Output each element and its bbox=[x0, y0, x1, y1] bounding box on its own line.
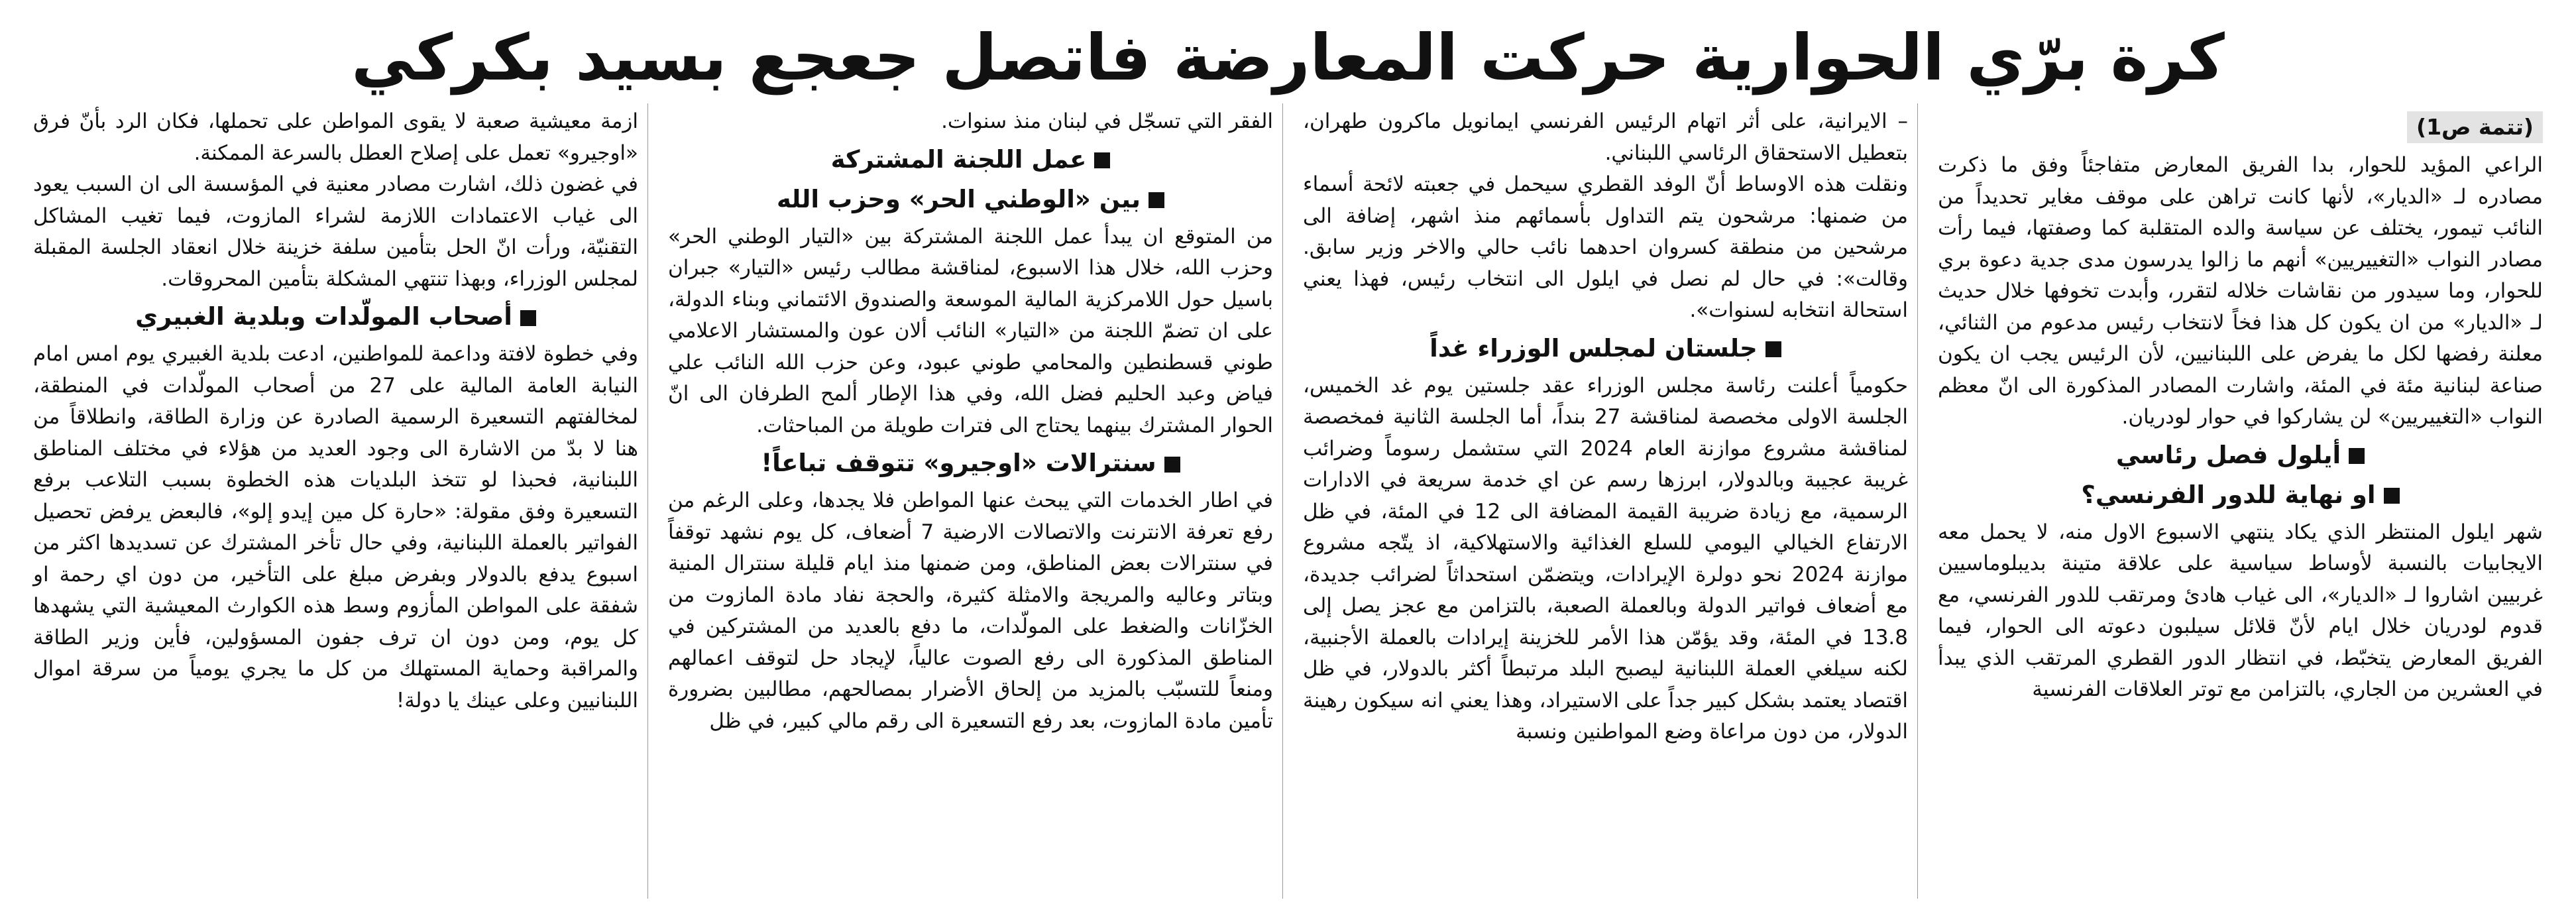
article-paragraph: ازمة معيشية صعبة لا يقوى المواطن على تحملها، فكان الرد بأنّ فرق «اوجيرو» تعمل على إصلاح العطل بالسرعة الممكنة. bbox=[33, 109, 638, 165]
square-bullet-icon bbox=[1164, 457, 1180, 473]
section-subheading bbox=[33, 299, 638, 335]
section-subheading bbox=[1938, 477, 2543, 513]
article-paragraph: شهر ايلول المنتظر الذي يكاد ينتهي الاسبوع الاول منه، لا يحمل معه الايجابيات بالنسبة لأوساط سياسية على علاقة متينة بديبلوماسيين غربيين اشاروا لـ «الديار»، الى غياب هادئ ومرتقب للدور الفرنسي، مع قدوم لودريان خلال ايام لأنّ قلائل سيلبون دعوته الى الحوار، فيما الفريق المعارض يتخبّط، في انتظار الدور القطري المرتقب الذي يبدأ في العشرين من الجاري، بالتزامن مع توتر العلاقات الفرنسية bbox=[1938, 520, 2543, 701]
article-paragraph: الراعي المؤيد للحوار، بدا الفريق المعارض متفاجئاً وفق ما ذكرت مصادره لـ «الديار»، لأنها كانت تراهن على موقف مغاير تحديداً من النائب تيمور، يختلف عن سياسة والده المتقلبة كما وصفتها، فيما رأت مصادر النواب «التغييريين» أنهم ما زالوا يدرسون مدى جدية دعوة بري للحوار، وما سيدور من نقاشات خلاله لتقرر، وأبدت تخوفها خلال حديث لـ «الديار» من ان يكون كل هذا فخاً لانتخاب رئيس مدعوم من الثنائي، معلنة رفضها لكل ما يفرض على اللبنانيين، لأن الرئيس يجب ان يكون صناعة لبنانية مئة في المئة، واشارت المصادر المذكورة الى انّ معظم النواب «التغييريين» لن يشاركوا في حوار لودريان. bbox=[1938, 153, 2543, 429]
subheading-text: او نهاية للدور الفرنسي؟ bbox=[2081, 480, 2376, 509]
subheading-text: أصحاب المولّدات وبلدية الغبيري bbox=[135, 302, 512, 331]
subheading-text: أيلول فصل رئاسي bbox=[2115, 440, 2341, 469]
section-subheading bbox=[668, 445, 1273, 481]
article-paragraph: – الايرانية، على أثر اتهام الرئيس الفرنسي ايمانويل ماكرون طهران، بتعطيل الاستحقاق الرئاسي اللبناني. bbox=[1303, 109, 1908, 165]
article-paragraph: وفي خطوة لافتة وداعمة للمواطنين، ادعت بلدية الغبيري يوم امس امام النيابة العامة المالية على 27 من أصحاب المولّدات في المنطقة، لمخالفتهم التسعيرة الرسمية الصادرة عن وزارة الطاقة، وانطلاقاً من هنا لا بدّ من الاشارة الى وجود العديد من هؤلاء في مختلف المناطق اللبنانية، فحبذا لو تتخذ البلديات هذه الخطوة بسبب التلاعب برفع التسعيرة وفق مقولة: «حارة كل مين إيدو إلو»، فالبعض يرفض تحصيل الفواتير بالعملة اللبنانية، وفي حال تأخر المشترك عن تسديدها اكثر من اسبوع يدفع بالدولار وبفرض مبلغ على التأخير، من دون اي رحمة او شفقة على المواطن المأزوم وسط هذه الكوارث المعيشية التي يشهدها كل يوم، ومن دون ان ترف جفون المسؤولين، فأين وزير الطاقة والمراقبة وحماية المستهلك من كل ما يجري يومياً من سرقة اموال اللبنانيين وعلى عينك يا دولة! bbox=[33, 342, 638, 712]
subheading-text: عمل اللجنة المشتركة bbox=[830, 144, 1087, 174]
article-paragraph: ونقلت هذه الاوساط أنّ الوفد القطري سيحمل في جعبته لائحة أسماء من ضمنها: مرشحون يتم التداول بأسمائهم منذ اشهر، إضافة الى مرشحين من منطقة كسروان احدهما نائب حالي والاخر وزير سابق. وقالت»: في حال لم نصل في ايلول الى انتخاب رئيس، فهذا يعني استحالة انتخابه لسنوات». bbox=[1303, 172, 1908, 322]
subheading-text: بين «الوطني الحر» وحزب الله bbox=[776, 184, 1141, 213]
section-subheading bbox=[1938, 437, 2543, 473]
article-column bbox=[659, 103, 1283, 899]
section-subheading bbox=[668, 182, 1273, 217]
article-paragraph: في اطار الخدمات التي يبحث عنها المواطن فلا يجدها، وعلى الرغم من رفع تعرفة الانترنت والاتصالات الارضية 7 أضعاف، كل يوم نشهد توقفاً في سنترالات بعض المناطق، ومن ضمنها منذ ايام قليلة سنترال المنية وبتاتر وعاليه والمريجة والامثلة كثيرة، والحجة نفاد مادة المازوت من الخزّانات والضغط على المولّدات، ما دفع بالعديد من المشتركين في المناطق المذكورة الى رفع الصوت عالياً، لإيجاد حل لتوقف اعمالهم ومنعاً للتسبّب بالمزيد من إلحاق الأضرار بمصالحهم، مطالبين بضرورة تأمين مادة المازوت، بعد رفع التسعيرة الى رقم مالي كبير، في ظل bbox=[668, 488, 1274, 733]
section-subheading bbox=[668, 142, 1273, 178]
square-bullet-icon bbox=[1094, 152, 1110, 168]
square-bullet-icon bbox=[1148, 192, 1164, 208]
article-paragraph: من المتوقع ان يبدأ عمل اللجنة المشتركة بين «التيار الوطني الحر» وحزب الله، خلال هذا الاسبوع، لمناقشة مطالب رئيس «التيار» جبران باسيل حول اللامركزية المالية الموسعة والصندوق الائتماني وبناء الدولة، على ان تضمّ اللجنة من «التيار» النائب ألان عون والمستشار الاعلامي طوني قسطنطين والمحامي طوني عبود، وعن حزب الله النائب علي فياض وعبد الحليم فضل الله، وفي هذا الإطار ألمح الطرفان الى انّ الحوار المشترك بينهما يحتاج الى فترات طويلة من المباحثات. bbox=[668, 224, 1273, 437]
section-subheading bbox=[1303, 331, 1908, 367]
headline: كرة برّي الحوارية حركت المعارضة فاتصل جعجع بسيد بكركي bbox=[351, 21, 2225, 95]
article-column bbox=[1929, 103, 2552, 899]
subheading-text: جلستان لمجلس الوزراء غداً bbox=[1429, 333, 1758, 363]
article-columns bbox=[24, 103, 2552, 899]
square-bullet-icon bbox=[520, 310, 536, 326]
subheading-text: سنترالات «اوجيرو» تتوقف تباعاً! bbox=[761, 449, 1156, 477]
article-paragraph: في غضون ذلك، اشارت مصادر معنية في المؤسسة الى ان السبب يعود الى غياب الاعتمادات اللازمة لشراء المازوت، فيما تغيب المشاكل التقنيّة، ورأت انّ الحل بتأمين سلفة خزينة خلال انعقاد الجلسة المقبلة لمجلس الوزراء، وبهذا تنتهي المشكلة بتأمين المحروقات. bbox=[33, 172, 638, 291]
continuation-tag: (تتمة ص1) bbox=[2407, 111, 2543, 143]
square-bullet-icon bbox=[1765, 341, 1781, 357]
article-column bbox=[1294, 103, 1918, 899]
article-column bbox=[24, 103, 648, 899]
article-paragraph: الفقر التي تسجّل في لبنان منذ سنوات. bbox=[941, 109, 1273, 133]
square-bullet-icon bbox=[2384, 488, 2400, 504]
square-bullet-icon bbox=[2349, 448, 2365, 464]
article-paragraph: حكومياً أعلنت رئاسة مجلس الوزراء عقد جلستين يوم غد الخميس، الجلسة الاولى مخصصة لمناقشة 27 بنداً، أما الجلسة الثانية فمخصصة لمناقشة مشروع موازنة العام 2024 التي ستشمل رسوماً وضرائب غريبة عجيبة وبالدولار، ابرزها رسم عن اي خدمة سريعة في الادارات الرسمية، مع زيادة ضريبة القيمة المضافة الى 12 في المئة، في ظل الارتفاع الخيالي اليومي للسلع الغذائية والاستهلاكية، اذ يتّجه مشروع موازنة 2024 نحو دولرة الإيرادات، ويتضمّن استحداثاً لضرائب جديدة، مع أضعاف فواتير الدولة وبالعملة الصعبة، بالتزامن مع عجز يصل إلى 13.8 في المئة، وقد يؤمّن هذا الأمر للخزينة إيرادات بالعملة الأجنبية، لكنه سيلغي العملة اللبنانية ليصبح البلد مرتبطاً أكثر بالدولار، في ظل اقتصاد يعتمد بشكل كبير جداً على الاستيراد، وهذا يعني انه سيكون رهينة الدولار، من دون مراعاة وضع المواطنين ونسبة bbox=[1303, 373, 1908, 744]
